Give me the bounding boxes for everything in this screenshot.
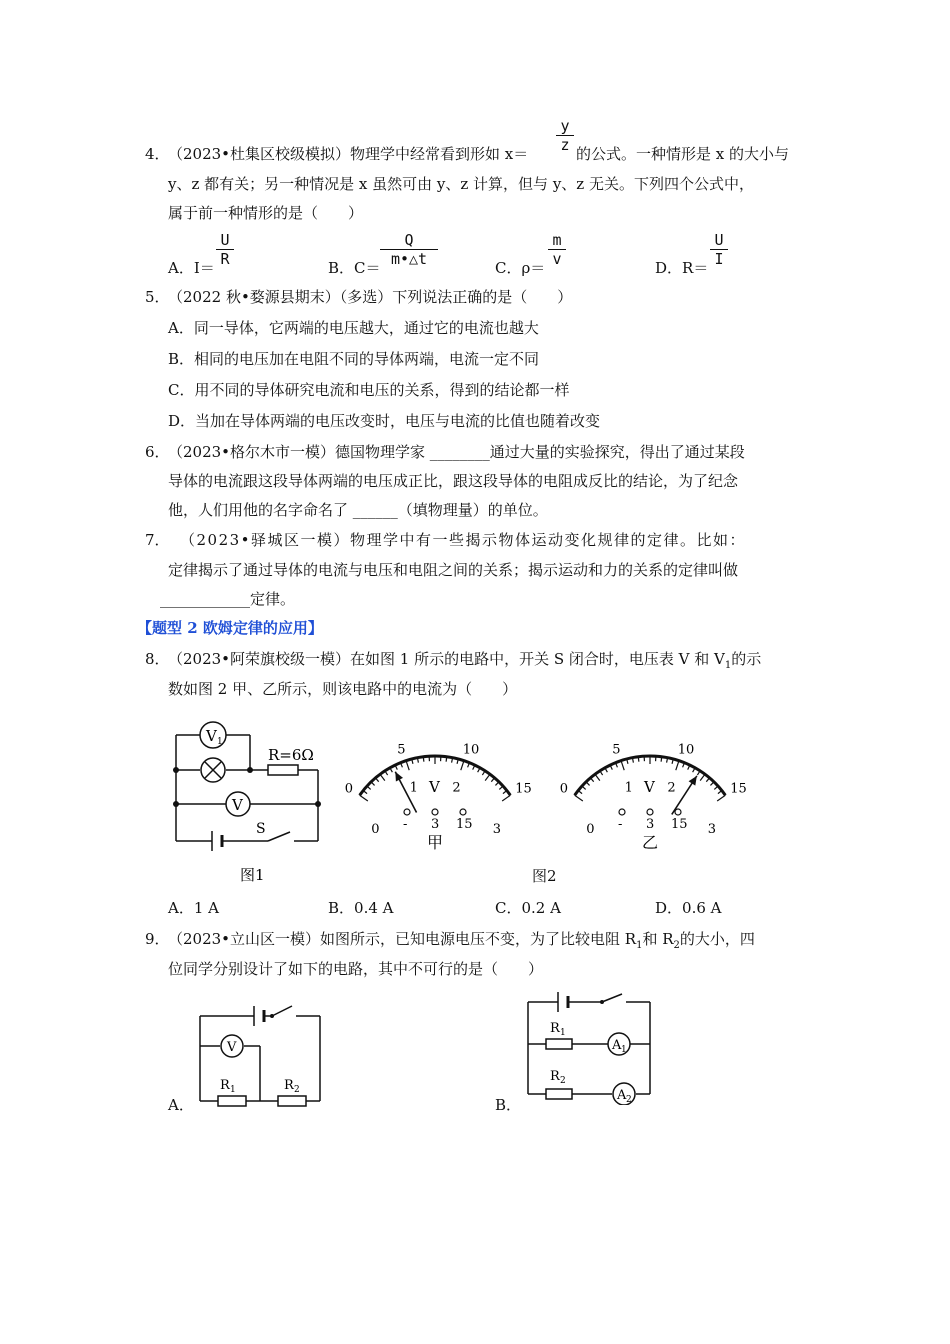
terminal-icon — [404, 809, 410, 815]
meter-tick — [446, 757, 447, 762]
fraction-denominator: R — [220, 250, 230, 268]
meter-tick — [375, 778, 378, 782]
fraction-numerator: U — [714, 231, 724, 249]
option-b-label: B． — [495, 1096, 522, 1114]
meter-tick — [499, 786, 503, 789]
option-c: C．0.2 A — [495, 899, 561, 917]
resistor-subscript: 1 — [230, 1085, 236, 1095]
scale-outer-label: 10 — [462, 742, 480, 758]
resistor-r1-icon — [218, 1078, 246, 1106]
fraction-numerator: m — [552, 231, 562, 249]
figure-2-meters — [335, 706, 755, 856]
fraction — [216, 232, 234, 267]
question-number: 9． — [145, 930, 170, 948]
resistor-label: R=6Ω — [268, 746, 314, 764]
battery-icon — [558, 992, 568, 1012]
question-7-line-2: 定律揭示了通过导体的电流与电压和电阻之间的关系；揭示运动和力的关系的定律叫做 — [168, 561, 739, 579]
option-b: B．相同的电压加在电阻不同的导体两端，电流一定不同 — [168, 350, 540, 368]
fraction-numerator: U — [220, 231, 230, 249]
meter-tick — [582, 786, 586, 789]
question-7-line-3: ____________定律。 — [160, 590, 296, 608]
resistor-r1-icon — [546, 1021, 572, 1049]
meter-tick — [360, 795, 368, 801]
option-label: B．C＝ — [328, 259, 381, 277]
meter-tick — [710, 782, 713, 786]
option-a: A．1 A — [168, 899, 219, 917]
option-b: B．0.4 A — [328, 899, 394, 917]
meter-tick — [485, 774, 490, 780]
meter-tick — [595, 774, 600, 780]
terminal-label: 3 — [646, 817, 655, 832]
option-label: C．ρ＝ — [495, 259, 546, 277]
circuit-a — [192, 996, 327, 1111]
meter-tick — [714, 786, 718, 789]
option-c: C．用不同的导体研究电流和电压的关系，得到的结论都一样 — [168, 381, 570, 399]
option-d: D．当加在导体两端的电压改变时，电压与电流的比值也随着改变 — [168, 412, 601, 430]
option-label: A．I＝ — [168, 259, 215, 277]
fraction-numerator: Q — [404, 231, 414, 249]
scale-outer-label: 0 — [344, 781, 354, 797]
question-9-line-1 — [168, 929, 755, 956]
resistor-r2-icon — [546, 1069, 572, 1099]
question-4-line-2: y、z 都有关；另一种情况是 x 虽然可由 y、z 计算，但与 y、z 无关。下列四个公式中， — [168, 175, 754, 193]
option-d: D．0.6 A — [655, 899, 722, 917]
meter-yi — [560, 742, 747, 852]
meter-subscript: 1 — [217, 737, 223, 747]
fraction-denominator: z — [560, 136, 570, 154]
resistor-subscript: 2 — [560, 1076, 566, 1086]
text-run: 的大小，四 — [679, 930, 755, 948]
scale-outer-label: 15 — [730, 781, 747, 797]
switch-label: S — [256, 821, 266, 837]
subscript: 2 — [673, 940, 680, 951]
subscript: 1 — [636, 940, 643, 951]
question-9-line-2: 位同学分别设计了如下的电路，其中不可行的是（ ） — [168, 960, 544, 978]
terminal-icon — [619, 809, 625, 815]
meter-tick — [406, 761, 409, 770]
fraction-numerator: y — [560, 117, 570, 135]
scale-outer-label: 0 — [559, 781, 569, 797]
figure-1-caption: 图1 — [240, 866, 265, 884]
question-8-line-2: 数如图 2 甲、乙所示，则该电路中的电流为（ ） — [168, 680, 518, 698]
terminal-label: 15 — [671, 817, 688, 832]
question-number: 5． — [145, 288, 170, 306]
meter-unit: V — [429, 778, 440, 796]
meter-name: 乙 — [642, 833, 659, 852]
meter-tick — [423, 757, 424, 762]
meter-subscript: 1 — [621, 1045, 627, 1055]
figure-2-caption: 图2 — [532, 867, 557, 885]
question-6-line-1: （2023•格尔木市一模）德国物理学家 ________通过大量的实验探究，得出了通过某段 — [168, 443, 745, 461]
question-number: 8． — [145, 650, 170, 668]
fraction-denominator: m•△t — [390, 250, 428, 268]
meter-symbol: A — [612, 1038, 622, 1053]
scale-inner-label: 1 — [409, 780, 418, 796]
fraction-denominator: v — [552, 250, 562, 268]
meter-tick — [461, 761, 464, 770]
ammeter-a2-icon — [613, 1083, 635, 1105]
meter-tick — [700, 774, 705, 780]
fraction-y-over-z — [556, 118, 574, 153]
text-run: 的示 — [731, 650, 762, 668]
question-number: 7． — [145, 531, 170, 549]
fraction — [710, 232, 728, 267]
text-run: （2023•立山区一模）如图所示，已知电源电压不变，为了比较电阻 R — [168, 930, 637, 948]
meter-symbol: V — [206, 727, 217, 745]
meter-tick — [590, 778, 593, 782]
terminal-icon — [675, 809, 681, 815]
meter-tick — [661, 757, 662, 762]
battery-icon — [254, 1006, 264, 1026]
voltmeter-v1-icon — [200, 722, 226, 748]
meter-name: 甲 — [427, 833, 444, 852]
scale-inner-label: 0 — [586, 821, 595, 837]
needle-head-icon — [689, 776, 697, 786]
terminal-label: 15 — [456, 817, 473, 832]
scale-outer-label: 5 — [612, 742, 621, 758]
terminal-label: - — [618, 817, 623, 832]
resistor-label: R — [284, 1078, 294, 1093]
question-5-stem: （2022 秋•婺源县期末）（多选）下列说法正确的是（ ） — [168, 288, 573, 306]
resistor-subscript: 1 — [560, 1028, 566, 1038]
resistor-icon — [268, 765, 298, 775]
question-number: 4． — [145, 145, 170, 163]
scale-inner-label: 1 — [624, 780, 633, 796]
lamp-icon — [201, 758, 225, 782]
text-run: （2023•阿荣旗校级一模）在如图 1 所示的电路中，开关 S 闭合时，电压表 V 和 V — [168, 650, 725, 668]
meter-unit: V — [644, 778, 655, 796]
meter-tick — [502, 795, 510, 801]
question-6-line-3: 他，人们用他的名字命名了 ______（填物理量）的单位。 — [168, 501, 548, 519]
question-7-line-1: （2023•驿城区一模）物理学中有一些揭示物体运动变化规律的定律。比如： — [180, 531, 747, 549]
switch-icon — [600, 1000, 604, 1004]
question-number: 6． — [145, 443, 170, 461]
voltmeter-icon — [221, 1035, 243, 1057]
option-a: A．同一导体，它两端的电压越大，通过它的电流也越大 — [168, 319, 539, 337]
scale-inner-label: 2 — [452, 780, 461, 796]
question-4-line-1b: 的公式。一种情形是 x 的大小与 — [576, 145, 789, 163]
battery-icon — [212, 831, 222, 851]
meter-tick — [495, 782, 498, 786]
meter-symbol: V — [232, 796, 243, 814]
meter-tick — [380, 774, 385, 780]
meter-subscript: 2 — [626, 1095, 632, 1105]
text-run: 和 R — [642, 930, 674, 948]
terminal-icon — [647, 809, 653, 815]
resistor-label: R — [550, 1021, 560, 1036]
meter-tick — [638, 757, 639, 762]
question-8-line-1 — [168, 649, 761, 676]
terminal-label: 3 — [431, 817, 440, 832]
resistor-label: R — [220, 1078, 230, 1093]
fraction — [380, 232, 438, 267]
scale-inner-label: 2 — [667, 780, 676, 796]
scale-inner-label: 3 — [492, 821, 501, 837]
meter-tick — [706, 778, 709, 782]
voltmeter-v-icon — [226, 792, 250, 816]
meter-tick — [371, 782, 374, 786]
question-4-line-3: 属于前一种情形的是（ ） — [168, 204, 364, 222]
meter-tick — [676, 761, 679, 770]
scale-outer-label: 15 — [515, 781, 532, 797]
resistor-r2-icon — [278, 1078, 306, 1106]
section-heading: 【题型 2 欧姆定律的应用】 — [137, 619, 323, 637]
subscript: 1 — [724, 660, 732, 671]
meter-tick — [717, 795, 725, 801]
ammeter-a1-icon — [608, 1033, 630, 1055]
circuit-b — [520, 990, 660, 1105]
switch-icon — [270, 1014, 274, 1018]
meter-tick — [367, 786, 371, 789]
question-4-line-1a: （2023•杜集区校级模拟）物理学中经常看到形如 x＝ — [168, 145, 529, 163]
option-label: D．R＝ — [655, 259, 709, 277]
scale-outer-label: 5 — [397, 742, 406, 758]
meter-tick — [575, 795, 583, 801]
scale-inner-label: 3 — [707, 821, 716, 837]
resistor-label: R — [550, 1069, 560, 1084]
resistor-subscript: 2 — [294, 1085, 300, 1095]
meter-jia — [345, 742, 532, 852]
fraction-denominator: I — [714, 250, 724, 268]
meter-symbol: V — [227, 1040, 237, 1055]
terminal-icon — [432, 809, 438, 815]
meter-tick — [491, 778, 494, 782]
terminal-label: - — [403, 817, 408, 832]
terminal-icon — [460, 809, 466, 815]
meter-tick — [586, 782, 589, 786]
scale-inner-label: 0 — [371, 821, 380, 837]
scale-outer-label: 10 — [677, 742, 695, 758]
fraction — [548, 232, 566, 267]
question-6-line-2: 导体的电流跟这段导体两端的电压成正比，跟这段导体的电阻成反比的结论，为了纪念 — [168, 472, 739, 490]
figure-1-circuit — [168, 712, 328, 892]
meter-tick — [621, 761, 624, 770]
option-a-label: A． — [168, 1096, 194, 1114]
meter-symbol: A — [617, 1088, 627, 1103]
